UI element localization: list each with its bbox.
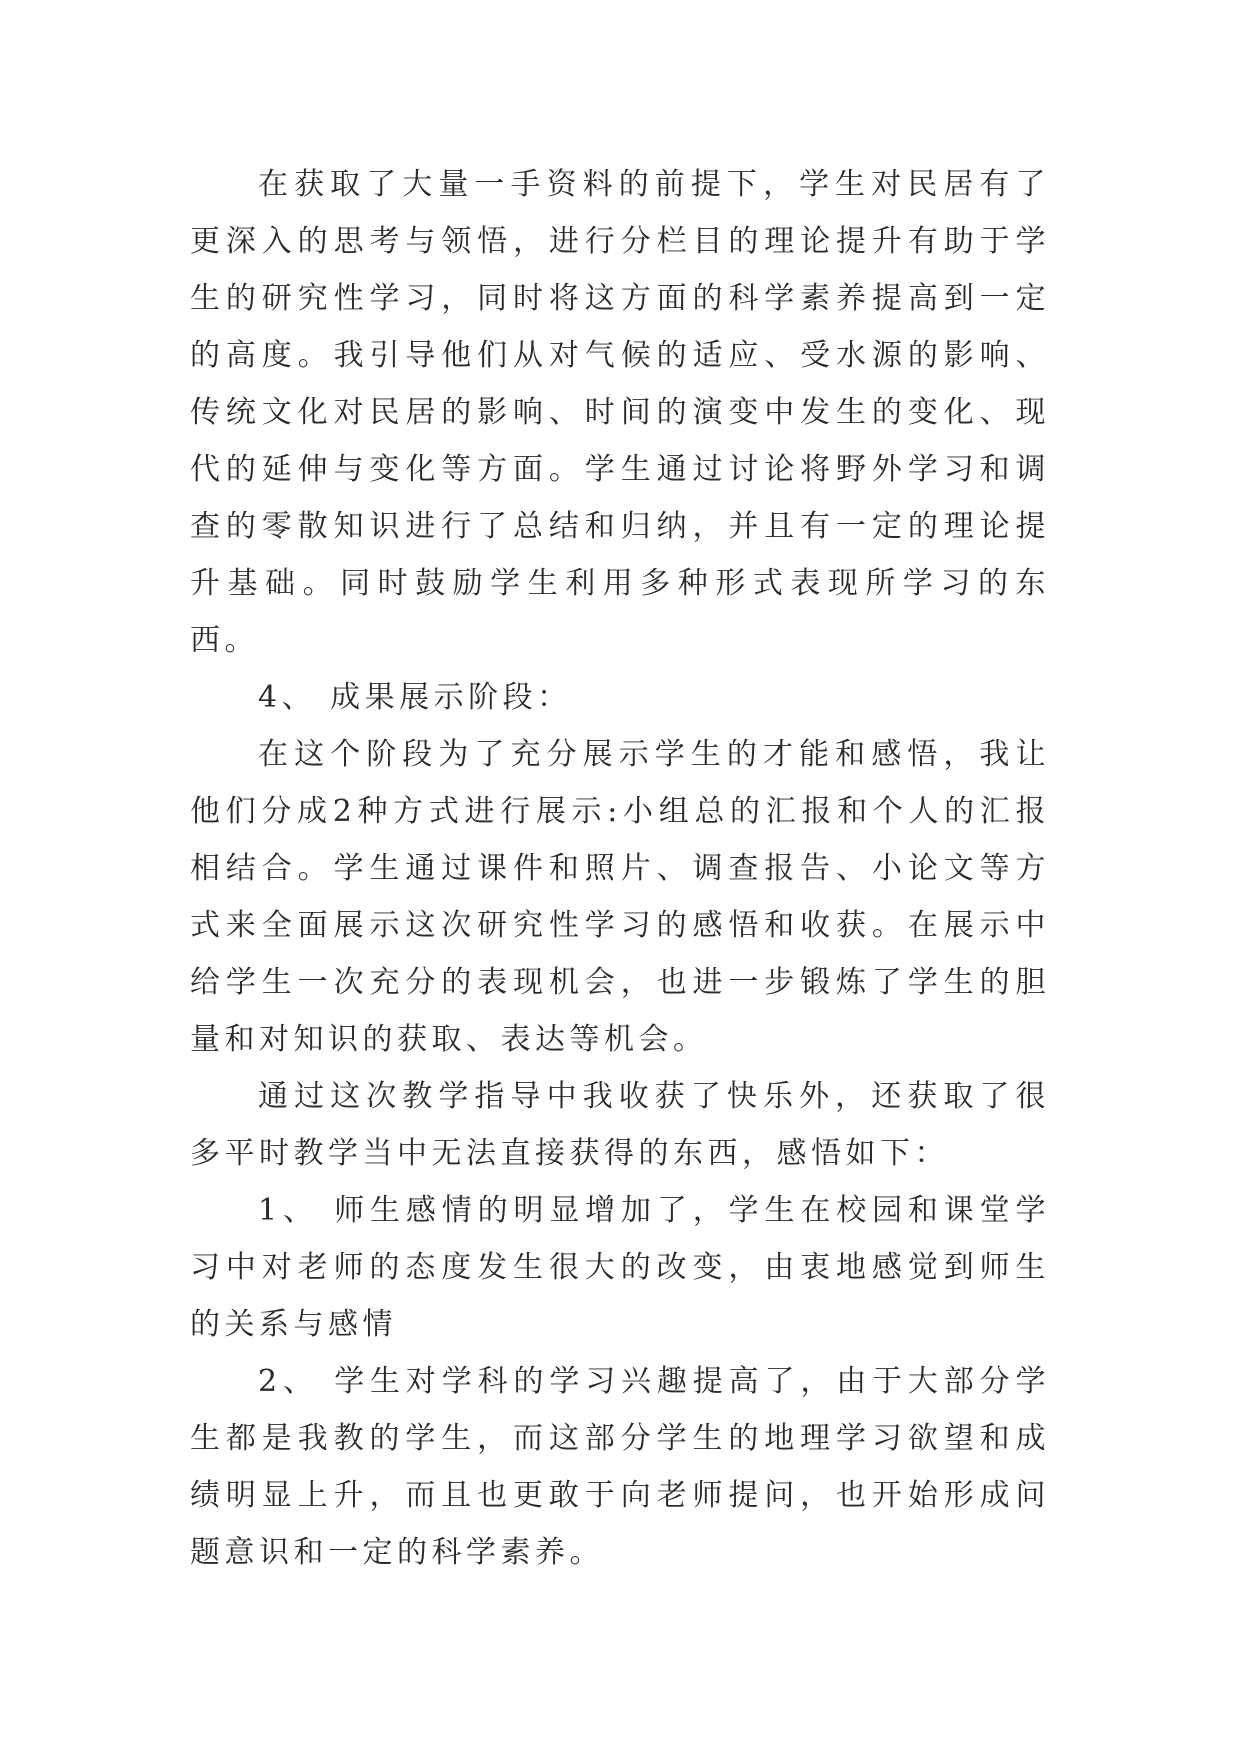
paragraph-reflection-point-2: 2、 学生对学科的学习兴趣提高了，由于大部分学生都是我教的学生，而这部分学生的地理学习欲望和成绩明显上升，而且也更敢于向老师提问，也开始形成问题意识和一定的科学素养。 bbox=[190, 1364, 1050, 1570]
paragraph-results-presentation: 在这个阶段为了充分展示学生的才能和感悟，我让他们分成2种方式进行展示:小组总的汇报和个人的汇报相结合。学生通过课件和照片、调查报告、小论文等方式来全面展示这次研究性学习的感悟和收获。在展示中给学生一次充分的表现机会，也进一步锻炼了学生的胆量和对知识的获取、表达等机会。 bbox=[190, 737, 1050, 1057]
paragraph-reflection-intro: 通过这次教学指导中我收获了快乐外，还获取了很多平时教学当中无法直接获得的东西，感悟如下： bbox=[190, 1079, 1050, 1171]
paragraph-research-summary: 在获取了大量一手资料的前提下，学生对民居有了更深入的思考与领悟，进行分栏目的理论提升有助于学生的研究性学习，同时将这方面的科学素养提高到一定的高度。我引导他们从对气候的适应、受水源的影响、传统文化对民居的影响、时间的演变中发生的变化、现代的延伸与变化等方面。学生通过讨论将野外学习和调查的零散知识进行了总结和归纳，并且有一定的理论提升基础。同时鼓励学生利用多种形式表现所学习的东西。 bbox=[190, 167, 1050, 658]
heading-results-stage: 4、 成果展示阶段： bbox=[258, 680, 572, 715]
paragraph-reflection-point-1: 1、 师生感情的明显增加了，学生在校园和课堂学习中对老师的态度发生很大的改变，由衷地感觉到师生的关系与感情 bbox=[190, 1193, 1050, 1342]
document-body bbox=[190, 156, 1050, 1581]
